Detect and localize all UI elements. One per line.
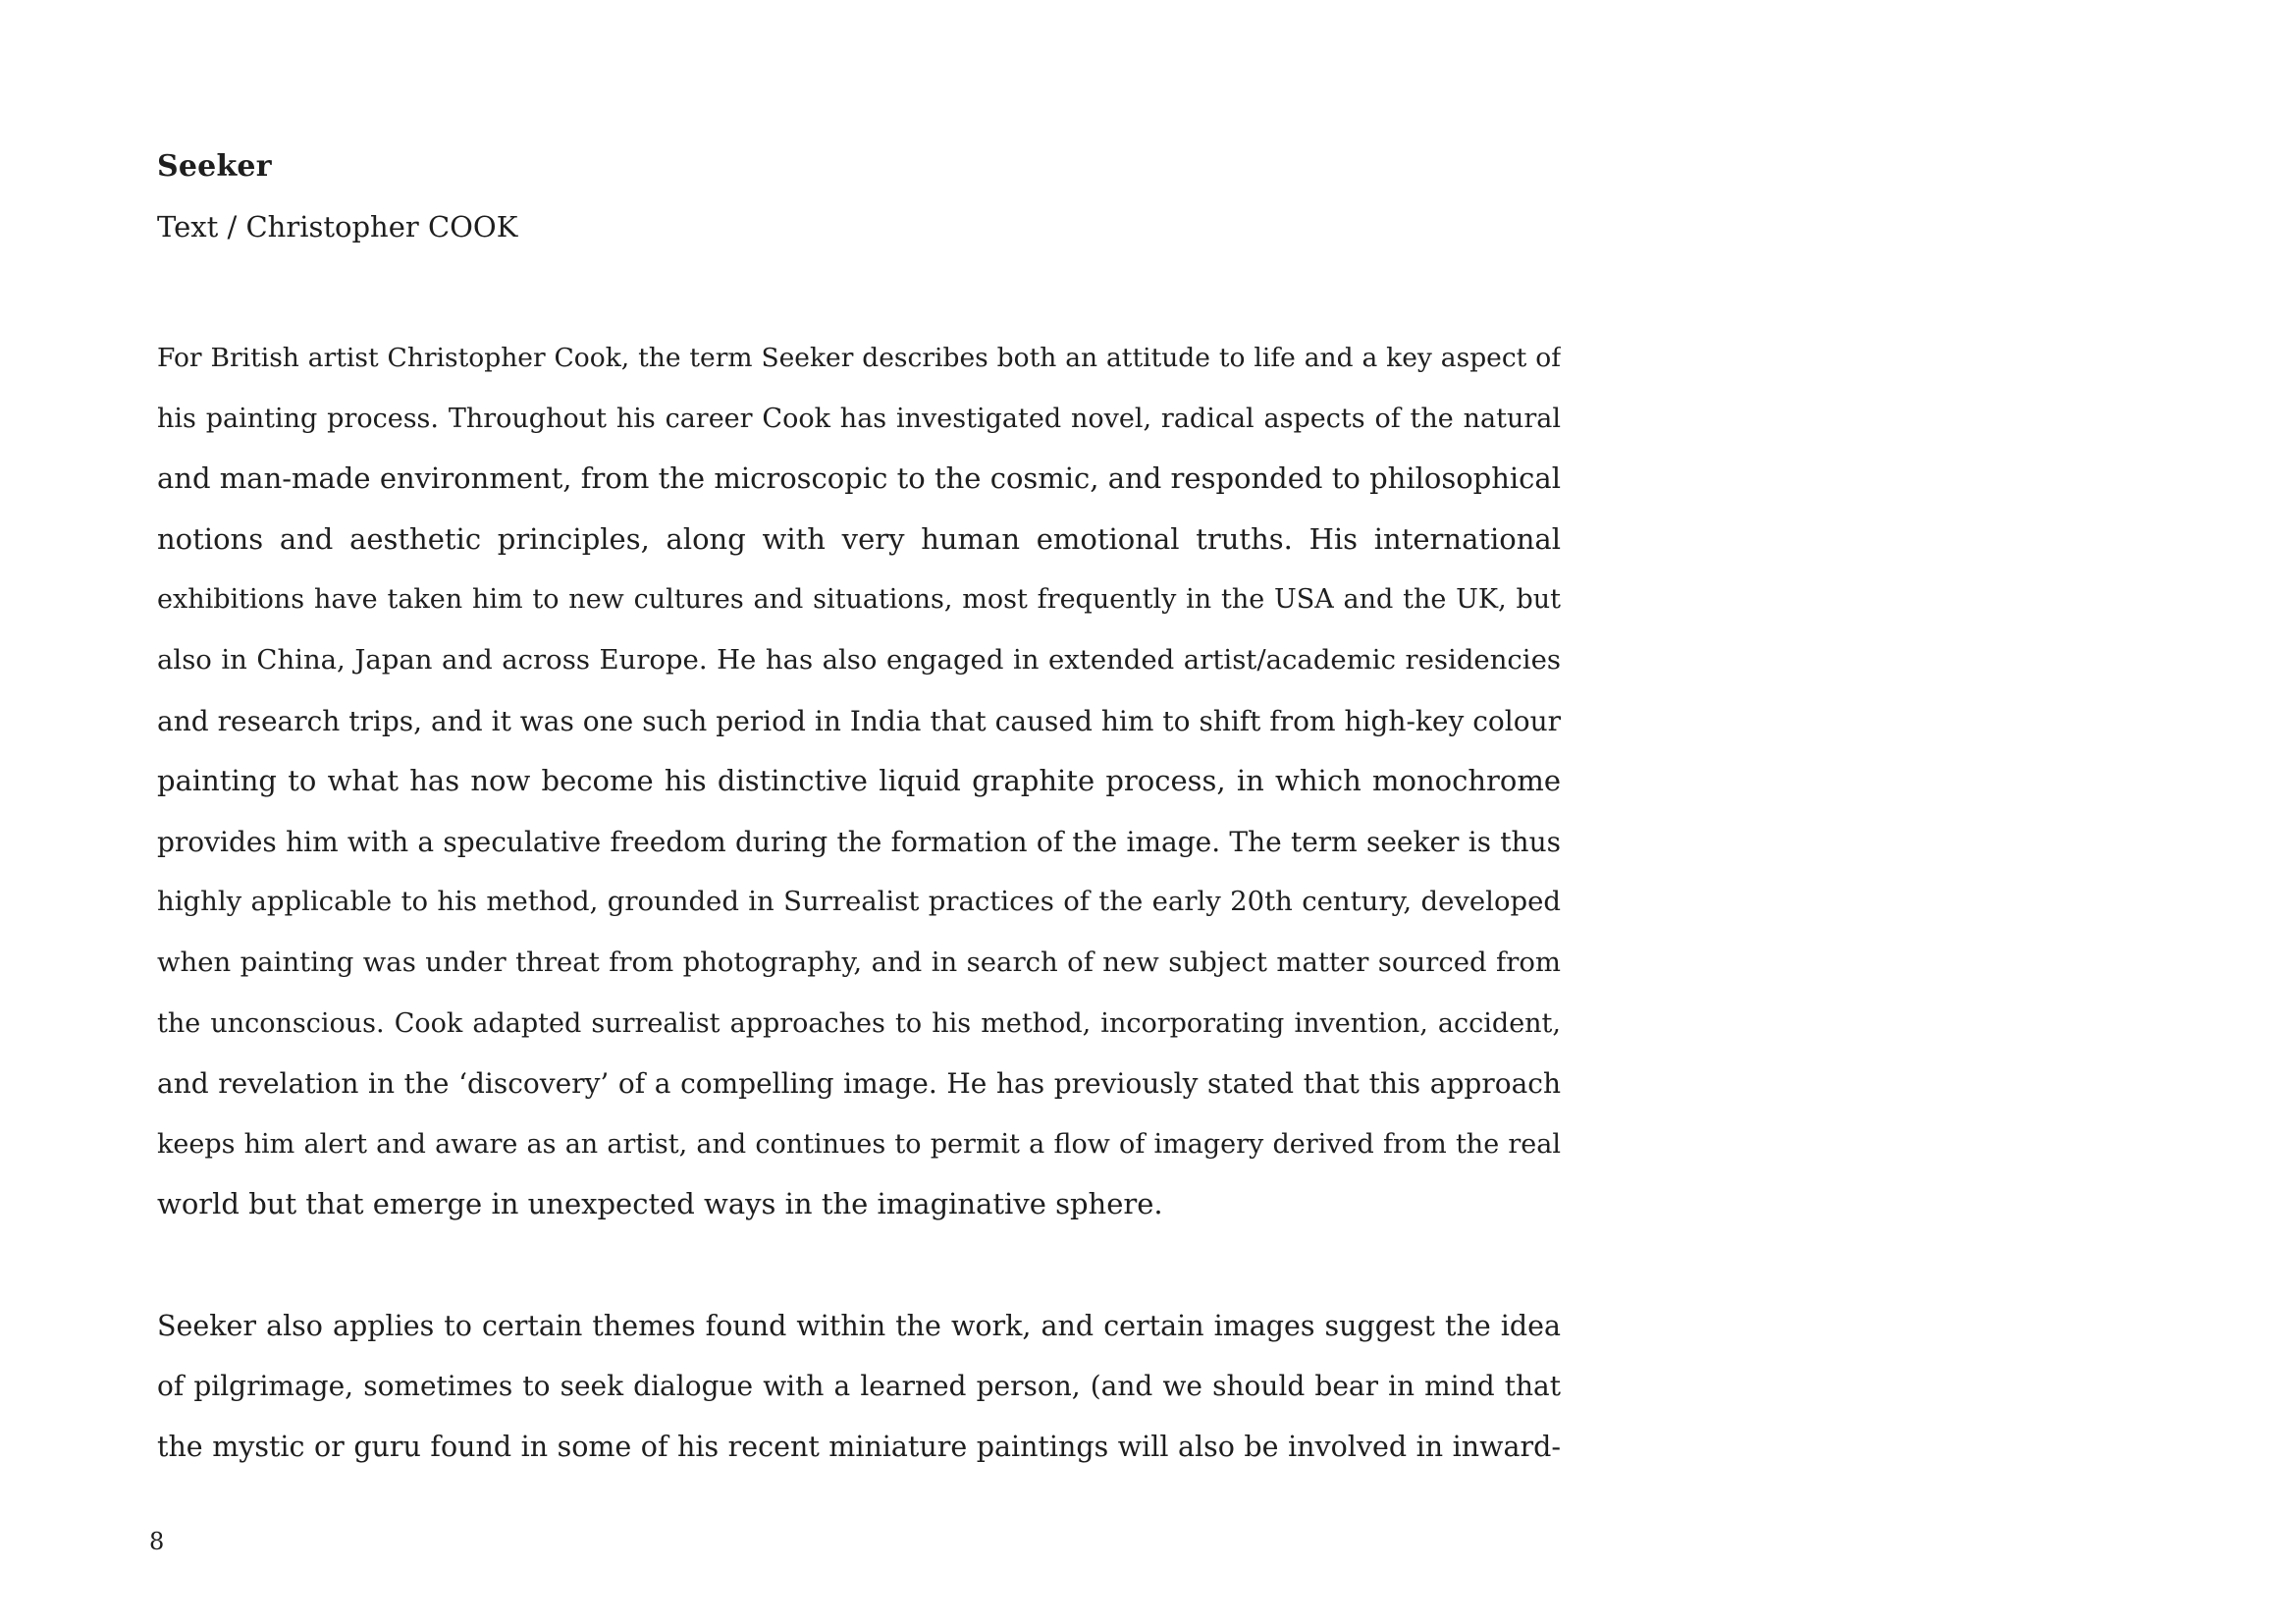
text-line: of pilgrimage, sometimes to seek dialogue with a learned person, (and we should bear in mind that [157,1370,1561,1403]
text-line: exhibitions have taken him to new cultures and situations, most frequently in the USA and the UK, but [157,584,1561,616]
text-line: provides him with a speculative freedom during the formation of the image. The term seeker is thus [157,825,1561,858]
article-byline: Text / Christopher COOK [157,210,518,244]
text-line: Seeker also applies to certain themes found within the work, and certain images suggest the idea [157,1309,1561,1342]
article-body [157,328,1561,1477]
text-line: his painting process. Throughout his career Cook has investigated novel, radical aspects of the natural [157,403,1561,434]
paragraph-1 [157,328,1561,1235]
page-number: 8 [149,1528,165,1555]
text-line: painting to what has now become his distinctive liquid graphite process, in which monochrome [157,764,1561,798]
text-line: when painting was under threat from photography, and in search of new subject matter sourced from [157,946,1561,978]
text-line: highly applicable to his method, grounded in Surrealist practices of the early 20th century, developed [157,886,1561,918]
paragraph-2 [157,1296,1561,1478]
text-line: notions and aesthetic principles, along with very human emotional truths. His international [157,521,1561,556]
text-line: keeps him alert and aware as an artist, and continues to permit a flow of imagery derived from the real [157,1128,1561,1160]
text-line: and man-made environment, from the microscopic to the cosmic, and responded to philosophical [157,461,1561,496]
text-line: For British artist Christopher Cook, the term Seeker describes both an attitude to life and a key aspect of [157,343,1561,373]
text-line: world but that emerge in unexpected ways in the imaginative sphere. [157,1187,1163,1221]
article-title: Seeker [157,149,272,184]
text-line: and revelation in the ‘discovery’ of a compelling image. He has previously stated that this approach [157,1067,1561,1101]
text-line: the mystic or guru found in some of his recent miniature paintings will also be involved in inward- [157,1430,1561,1463]
text-line: the unconscious. Cook adapted surrealist approaches to his method, incorporating invention, accident, [157,1007,1561,1039]
text-line: also in China, Japan and across Europe. He has also engaged in extended artist/academic residencies [157,643,1561,676]
paragraph-spacer [157,1235,1561,1296]
text-line: and research trips, and it was one such period in India that caused him to shift from high-key colour [157,704,1561,737]
